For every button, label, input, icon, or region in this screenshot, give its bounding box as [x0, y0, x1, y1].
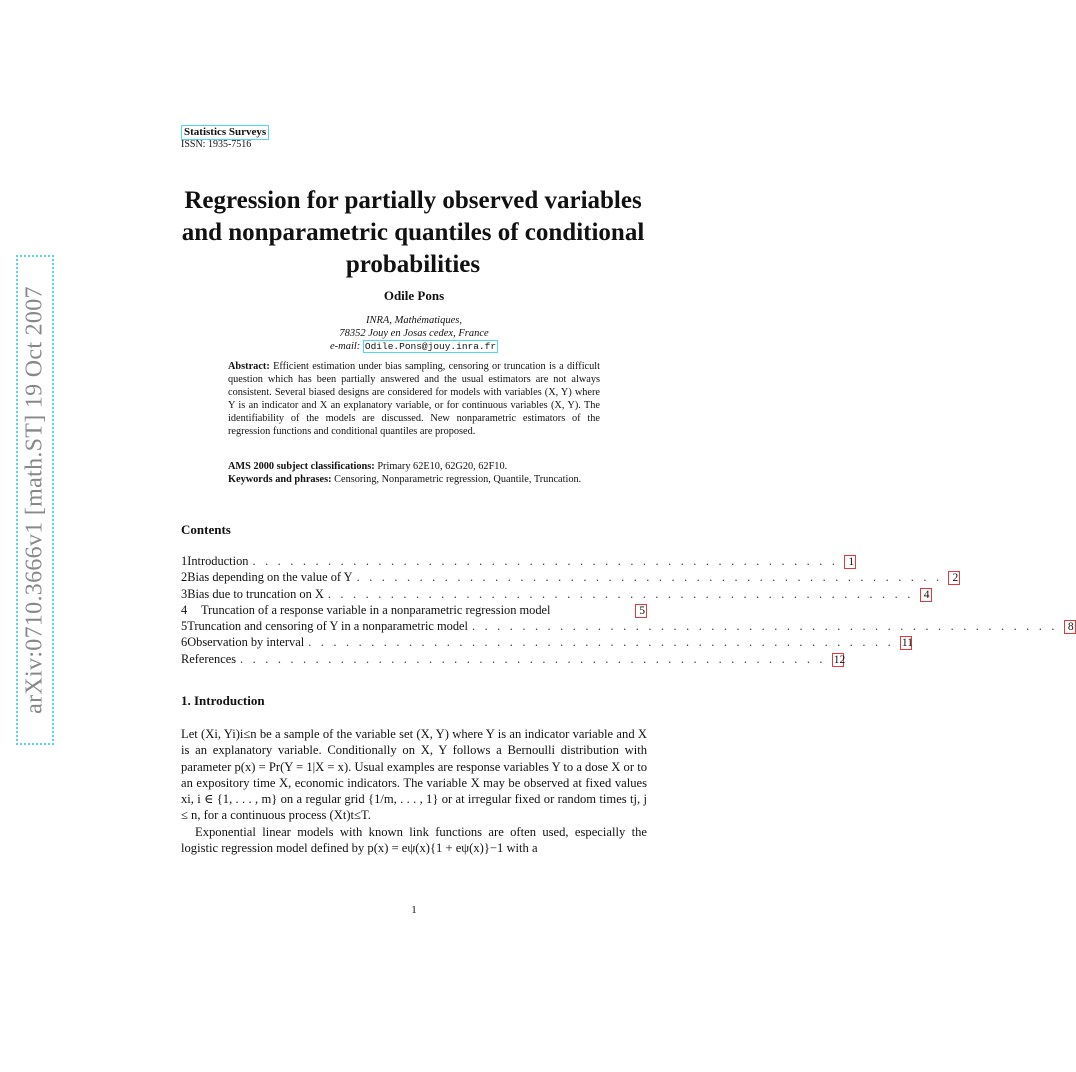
toc-leader: . . . . . . . . . . . . . . . . . . . . . . . . . . . . . . . . . . . . . . . . . . . . . . .: [308, 635, 894, 650]
toc-number: 2: [181, 570, 188, 585]
toc-number: 4: [181, 602, 188, 617]
toc-title: Observation by interval: [187, 635, 305, 650]
introduction-body: [181, 726, 647, 856]
classification: [228, 460, 600, 486]
abstract-label: Abstract:: [228, 361, 270, 372]
toc-page-link[interactable]: 2: [948, 571, 960, 585]
toc-title: Introduction: [187, 554, 249, 568]
toc-title: Truncation and censoring of Y in a nonparametric model: [187, 619, 468, 634]
ams-value: Primary 62E10, 62G20, 62F10.: [377, 461, 508, 472]
journal-link[interactable]: Statistics Surveys: [181, 125, 269, 140]
toc-entry[interactable]: [181, 602, 647, 618]
page-number: 1: [411, 904, 417, 916]
toc-number: 6: [181, 635, 188, 650]
affiliation: [0, 314, 828, 353]
abstract-text: Efficient estimation under bias sampling, censoring or truncation is a difficult question which has been partially answered and the usual estimators are not always consistent. Several biased designs are considered for models with variables (X, Y) where Y is an indicator and X an explanatory variable, or for continuous variables (X, Y). The identifiability of the models are discussed. New nonparametric estimators of the regression functions and conditional quantiles are proposed.: [228, 361, 600, 438]
email-link[interactable]: Odile.Pons@jouy.inra.fr: [364, 341, 497, 352]
toc-number: 1: [181, 554, 188, 568]
toc-title: Truncation of a response variable in a nonparametric regression model: [201, 602, 551, 617]
toc-entry[interactable]: [181, 618, 1074, 634]
toc-leader: . . . . . . . . . . . . . . . . . . . . . . . . . . . . . . . . . . . . . . . . . . . . . . .: [471, 619, 1058, 634]
toc-page-link[interactable]: 11: [901, 637, 913, 650]
affiliation-line-1: INRA, Mathématiques,: [366, 315, 462, 326]
toc-leader: . . . . . . . . . . . . . . . . . . . . . . . . . . . . . . . . . . . . . . . . . . . . . . .: [240, 651, 826, 666]
keywords-value: Censoring, Nonparametric regression, Quantile, Truncation.: [334, 474, 582, 486]
ams-label: AMS 2000 subject classifications:: [228, 461, 375, 472]
paragraph: Exponential linear models with known link functions are often used, especially the logistic regression model defined by p(x) = eψ(x){1 + eψ(x)}−1 with a: [181, 824, 647, 856]
paragraph: Let (Xi, Yi)i≤n be a sample of the variable set (X, Y) where Y is an indicator variable and X is an explanatory variable. Conditionally on X, Y follows a Bernoulli distribution with parameter p(x) = Pr(Y = 1|X = x). Usual examples are response variables Y to a dose X or to an expository time X, economic indicators. The variable X may be observed at fixed values xi, i ∈ {1, . . . , m} on a regular grid {1/m, . . . , 1} or at irregular fixed or random times tj, j ≤ n, for a continuous process (Xt)t≤T.: [181, 727, 647, 823]
keywords: [228, 473, 600, 486]
toc-entry[interactable]: [181, 586, 930, 602]
toc-title: References: [181, 651, 237, 666]
toc-page-link[interactable]: 8: [1064, 620, 1076, 634]
toc-title: Bias due to truncation on X: [187, 586, 324, 601]
author-name: Odile Pons: [383, 288, 445, 303]
toc-leader: . . . . . . . . . . . . . . . . . . . . . . . . . . . . . . . . . . . . . . . . . . . . . . .: [252, 554, 839, 568]
toc-page-link[interactable]: 4: [920, 588, 932, 602]
email-label: e-mail:: [329, 341, 361, 352]
arxiv-identifier[interactable]: arXiv:0710.3666v1 [math.ST] 19 Oct 2007: [21, 286, 48, 714]
toc-page-link[interactable]: 1: [844, 555, 856, 569]
section-heading-introduction: 1. Introduction: [181, 693, 265, 708]
paper-title: Regression for partially observed variables and nonparametric quantiles of conditional probabilities: [181, 187, 645, 278]
toc-entry[interactable]: [181, 553, 855, 569]
toc-page-link[interactable]: 12: [833, 653, 846, 666]
toc-leader: . . . . . . . . . . . . . . . . . . . . . . . . . . . . . . . . . . . . . . . . . . . . . . .: [327, 586, 914, 601]
ams-classification: [228, 460, 600, 473]
toc-page-link[interactable]: 5: [635, 604, 647, 618]
toc-number: 5: [181, 619, 188, 634]
keywords-label: Keywords and phrases:: [228, 474, 332, 486]
toc-leader: . . . . . . . . . . . . . . . . . . . . . . . . . . . . . . . . . . . . . . . . . . . . . . .: [356, 570, 943, 585]
toc-title: Bias depending on the value of Y: [187, 570, 353, 585]
toc-entry[interactable]: [181, 651, 846, 667]
issn: ISSN: 1935-7516: [181, 139, 252, 150]
abstract: [228, 360, 600, 439]
email-line: [0, 340, 828, 353]
toc-number: 3: [181, 586, 188, 601]
affiliation-line-2: 78352 Jouy en Josas cedex, France: [339, 328, 489, 339]
contents-heading: Contents: [181, 522, 231, 537]
toc-entry[interactable]: [181, 634, 913, 650]
toc-entry[interactable]: [181, 569, 959, 585]
table-of-contents: [181, 553, 1074, 667]
